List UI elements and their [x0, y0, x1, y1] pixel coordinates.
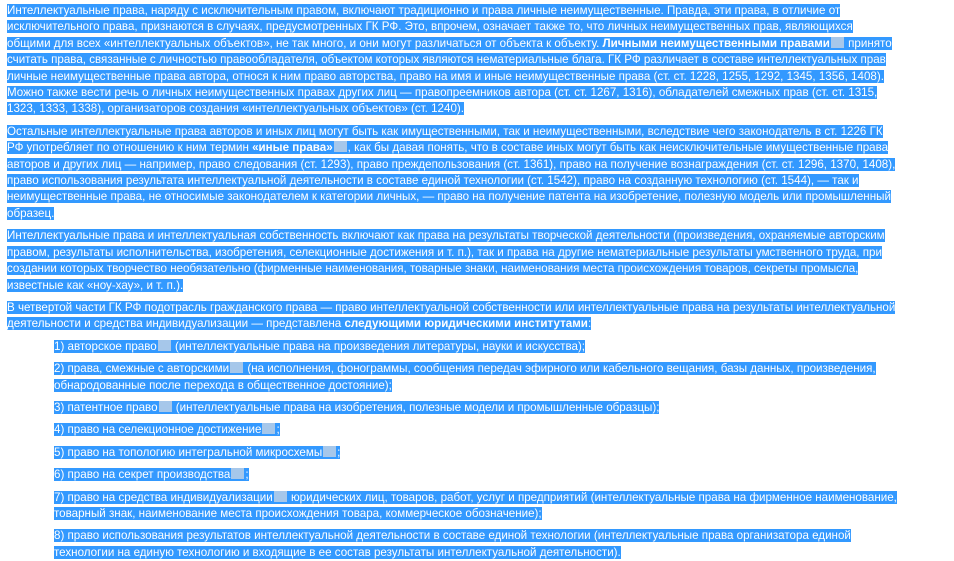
bold-term: следующими юридическими институтами — [344, 317, 588, 331]
list-item-text: ; — [245, 468, 249, 482]
list-item-term: 8) право использования результатов интеллектуальной деятельности в составе единой технологии (интеллектуальные права организатора единой технологии на единую технологию и входящие в ее состав результаты интеллектуальной деятельности). — [54, 529, 851, 559]
bold-term: Личными неимущественными правами — [602, 36, 830, 50]
list-item — [54, 422, 898, 438]
list-item — [54, 528, 898, 561]
paragraph-ip-scope — [7, 228, 898, 294]
list-item-term: 3) патентное право — [54, 400, 158, 414]
text-segment: : — [587, 317, 592, 331]
text-segment: Интеллектуальные права, наряду с исключительным правом, включают традиционно и права личные неимущественные. Правда, эти права, в отличие от исключительного права, признаются в случаях, предусмотренных ГК РФ. Это, впрочем, означает также то, что личных неимущественных прав, являющихся общими для всех «интеллектуальных объектов», не так много, и они могут различаться от объекта к объекту. — [7, 4, 853, 50]
list-item-text: ; — [276, 423, 280, 437]
footnote-marker[interactable] — [323, 446, 336, 457]
list-item-text: юридических лиц, товаров, работ, услуг и предприятий (интеллектуальные права на фирменное наименование, товарный знак, наименование места происхождения товара, коммерческое обозначение); — [54, 490, 897, 520]
footnote-marker[interactable] — [262, 423, 275, 434]
footnote-marker[interactable] — [158, 340, 171, 351]
list-item-text: (на исполнения, фонограммы, сообщения передач эфирного или кабельного вещания, базы данных, произведения, обнародованные после перехода в общественное достояние); — [54, 362, 876, 392]
list-item-term: 2) права, смежные с авторскими — [54, 362, 230, 376]
footnote-marker[interactable] — [831, 37, 844, 48]
list-item — [54, 361, 898, 394]
text-segment: Интеллектуальные права и интеллектуальная собственность включают как права на результаты творческой деятельности (произведения, охраняемые авторским правом, результаты исполнительства, изобретения, селекционные достижения и т. п.), так и права на другие нематериальные результаты умственного труда, при создании которых творчество необязательно (фирменные наименования, товарные знаки, наименования места происхождения товаров, секреты промысла, известные как «ноу-хау», и т. п.). — [7, 229, 885, 292]
footnote-marker[interactable] — [159, 401, 172, 412]
text-segment: , как бы давая понять, что в составе иных могут быть как неисключительные имущественные права авторов и других лиц — например, право следования (ст. 1293), право преждепользования (ст. 1361), право на получение вознаграждения (ст. ст. 1296, 1370, 1408), право использования результата интеллектуальной деятельности в составе единой технологии (ст. 1542), право на созданную технологию (ст. 1544), — так и неимущественные права, не относимые законодателем к категории личных, — право на получение патента на изобретение, полезную модель или промышленный образец. — [7, 141, 896, 220]
list-item — [54, 467, 898, 483]
list-item-term: 4) право на селекционное достижение — [54, 423, 262, 437]
list-item-text: (интеллектуальные права на изобретения, полезные модели и промышленные образцы); — [172, 400, 660, 414]
list-item-text: ; — [337, 445, 341, 459]
list-item — [54, 339, 898, 355]
list-item — [54, 400, 898, 416]
list-item-text: (интеллектуальные права на произведения литературы, науки и искусства); — [171, 339, 586, 353]
footnote-marker[interactable] — [274, 491, 287, 502]
paragraph-personal-rights — [7, 3, 898, 118]
footnote-marker[interactable] — [230, 362, 243, 373]
text-segment: В четвертой части ГК РФ подотрасль гражданского права — право интеллектуальной собственности или интеллектуальные права на результаты интеллектуальной деятельности и средства индивидуализации — представлена — [7, 300, 896, 331]
list-item — [54, 490, 898, 523]
footnote-marker[interactable] — [231, 468, 244, 479]
text-segment: принято считать права, связанные с личностью правообладателя, объектом которых являются нематериальные блага. ГК РФ различает в составе интеллектуальных прав личные неимущественные права автора, относя к ним право авторства, право на имя и иные неимущественные права (ст. ст. 1228, 1255, 1292, 1345, 1356, 1408). Можно также вести речь о личных неимущественных правах других лиц — правопреемников автора (ст. ст. 1267, 1316), обладателей смежных прав (ст. ст. 1315, 1323, 1333, 1338), организаторов создания «интеллектуальных объектов» (ст. 1240). — [7, 36, 892, 116]
text-segment: Остальные интеллектуальные права авторов и иных лиц могут быть как имущественными, так и неимущественными, вследствие чего законодатель в ст. 1226 ГК РФ употребляет по отношению к ним термин — [7, 124, 883, 155]
list-item-term: 7) право на средства индивидуализации — [54, 490, 273, 504]
footnote-marker[interactable] — [334, 141, 347, 152]
list-item-term: 6) право на секрет производства — [54, 468, 231, 482]
list-item — [54, 445, 898, 461]
list-item-term: 1) авторское право — [54, 339, 157, 353]
bold-term: «иные права» — [252, 141, 333, 155]
paragraph-institutes-intro — [7, 300, 898, 333]
list-item-term: 5) право на топологию интегральной микросхемы — [54, 445, 323, 459]
paragraph-other-rights — [7, 124, 898, 222]
